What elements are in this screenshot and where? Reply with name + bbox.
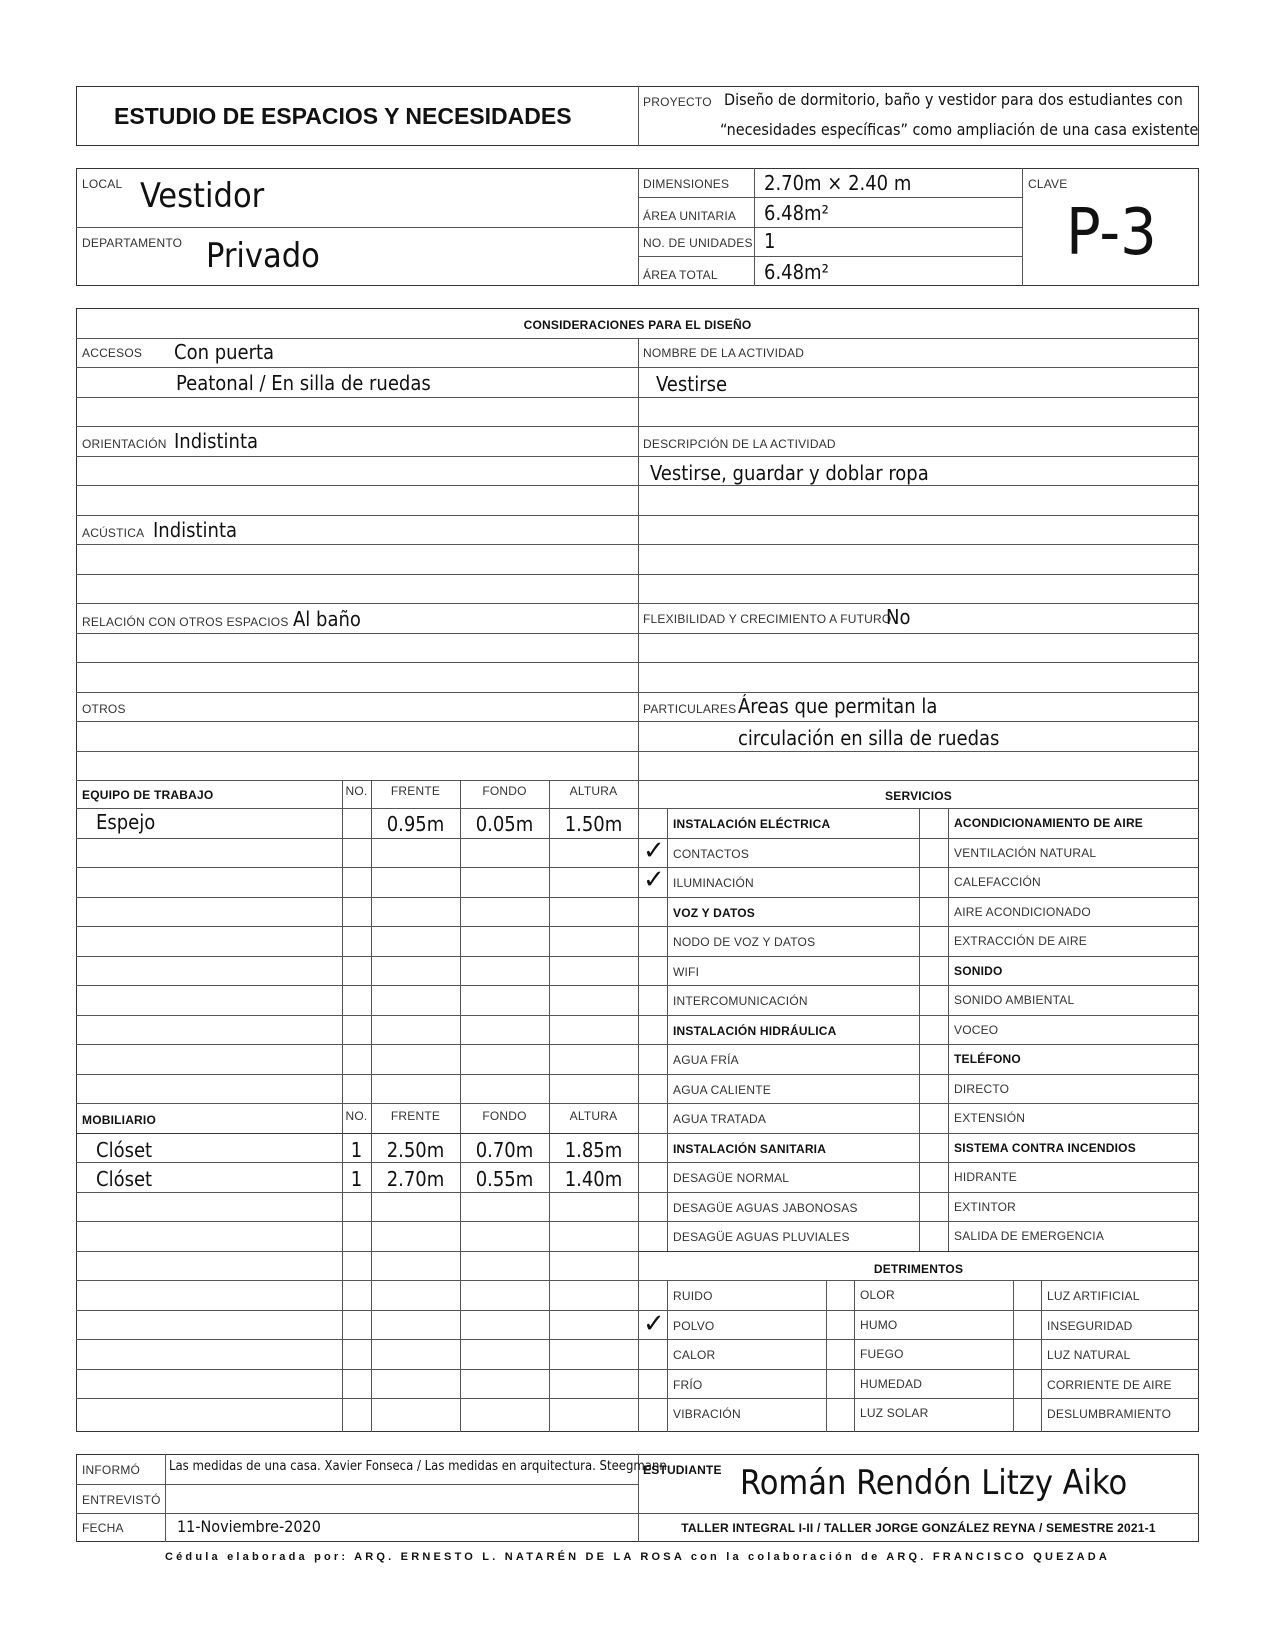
local-value: Vestidor [140,176,265,216]
mobiliario-altura: 1.40m [564,1167,623,1191]
unidades-value: 1 [764,229,776,253]
mobiliario-no: 1 [350,1167,363,1191]
mobiliario-altura: 1.85m [564,1138,623,1162]
servicio-item-label: HIDRANTE [954,1170,1017,1184]
actividad-value: Vestirse [656,372,728,396]
acustica-value: Indistinta [153,518,238,542]
proyecto-line-2: “necesidades específicas” como ampliación de una casa existente [720,120,1199,139]
informo-label: INFORMÓ [82,1463,141,1477]
orientacion-value: Indistinta [174,429,259,453]
detrimento-label: DESLUMBRAMIENTO [1047,1407,1172,1421]
servicio-group-label: INSTALACIÓN HIDRÁULICA [673,1024,837,1038]
particulares-line-1: Áreas que permitan la [738,694,938,718]
mobiliario-fondo: 0.55m [475,1167,534,1191]
equipo-altura: 1.50m [564,812,623,836]
detrimento-checkbox[interactable]: ✓ [643,1309,665,1339]
mobiliario-name: Clóset [96,1138,153,1162]
equipo-col-fondo: FONDO [482,784,527,798]
area-unitaria-value: 6.48m² [764,201,829,225]
mobiliario-frente: 2.70m [386,1167,445,1191]
mobiliario-frente: 2.50m [386,1138,445,1162]
servicio-item-label: SONIDO AMBIENTAL [954,993,1075,1007]
servicio-item-label: SALIDA DE EMERGENCIA [954,1229,1105,1243]
actividad-label: NOMBRE DE LA ACTIVIDAD [643,346,805,360]
detrimento-label: HUMO [860,1318,898,1332]
mobiliario-col-no: NO. [345,1109,368,1123]
equipo-name: Espejo [96,810,156,834]
servicio-item-label: DESAGÜE AGUAS JABONOSAS [673,1201,858,1215]
servicio-item-label: WIFI [673,965,700,979]
clave-value: P-3 [1066,196,1157,270]
dimensiones-value: 2.70m × 2.40 m [764,171,912,195]
mobiliario-title: MOBILIARIO [82,1113,156,1127]
area-unitaria-label: ÁREA UNITARIA [643,209,737,223]
equipo-col-no: NO. [345,784,368,798]
detrimento-label: INSEGURIDAD [1047,1319,1133,1333]
credit-line: Cédula elaborada por: ARQ. ERNESTO L. NATARÉN DE LA ROSA con la colaboración de ARQ. FRANCISCO QUEZADA [164,1551,1111,1563]
particulares-label: PARTICULARES [643,702,737,716]
flexibilidad-value: No [886,605,911,629]
fecha-value: 11-Noviembre-2020 [177,1517,321,1536]
equipo-fondo: 0.05m [475,812,534,836]
servicio-group-label: TELÉFONO [954,1052,1021,1066]
servicio-item-label: DESAGÜE NORMAL [673,1171,790,1185]
servicios-title: SERVICIOS [885,789,952,803]
servicio-group-label: INSTALACIÓN ELÉCTRICA [673,817,831,831]
servicio-group-label: SISTEMA CONTRA INCENDIOS [954,1141,1136,1155]
unidades-label: NO. DE UNIDADES [643,236,753,250]
local-label: LOCAL [82,177,123,191]
servicio-item-label: VENTILACIÓN NATURAL [954,846,1097,860]
servicio-item-label: AIRE ACONDICIONADO [954,905,1091,919]
detrimento-label: LUZ SOLAR [860,1406,929,1420]
area-total-value: 6.48m² [764,260,829,284]
mobiliario-name: Clóset [96,1167,153,1191]
mobiliario-fondo: 0.70m [475,1138,534,1162]
servicio-group-label: INSTALACIÓN SANITARIA [673,1142,827,1156]
servicio-checkbox[interactable]: ✓ [643,865,665,895]
relacion-label: RELACIÓN CON OTROS ESPACIOS [82,615,289,629]
departamento-value: Privado [206,236,320,276]
servicio-item-label: EXTENSIÓN [954,1111,1026,1125]
accesos-line-2: Peatonal / En silla de ruedas [176,371,431,395]
servicio-item-label: EXTRACCIÓN DE AIRE [954,934,1087,948]
relacion-value: Al baño [293,607,361,631]
clave-label: CLAVE [1028,177,1068,191]
servicio-item-label: DESAGÜE AGUAS PLUVIALES [673,1230,850,1244]
detrimento-label: HUMEDAD [860,1377,923,1391]
descripcion-label: DESCRIPCIÓN DE LA ACTIVIDAD [643,437,836,451]
mobiliario-col-frente: FRENTE [390,1109,441,1123]
detrimento-label: POLVO [673,1319,715,1333]
detrimento-label: CORRIENTE DE AIRE [1047,1378,1172,1392]
proyecto-line-1: Diseño de dormitorio, baño y vestidor para dos estudiantes con [724,90,1183,109]
estudiante-value: Román Rendón Litzy Aiko [740,1463,1128,1503]
informo-value: Las medidas de una casa. Xavier Fonseca / Las medidas en arquitectura. Steegmann. [169,1459,671,1474]
mobiliario-col-fondo: FONDO [482,1109,527,1123]
accesos-line-1: Con puerta [174,340,275,364]
servicio-item-label: AGUA FRÍA [673,1053,739,1067]
servicio-group-label: ACONDICIONAMIENTO DE AIRE [954,816,1144,830]
equipo-title: EQUIPO DE TRABAJO [82,788,214,802]
detrimento-label: LUZ NATURAL [1047,1348,1131,1362]
equipo-frente: 0.95m [386,812,445,836]
page-title: ESTUDIO DE ESPACIOS Y NECESIDADES [114,103,572,129]
servicio-checkbox[interactable]: ✓ [643,836,665,866]
otros-label: OTROS [82,702,126,716]
particulares-line-2: circulación en silla de ruedas [738,726,1000,750]
servicio-item-label: EXTINTOR [954,1200,1017,1214]
detrimento-label: CALOR [673,1348,716,1362]
servicio-item-label: AGUA TRATADA [673,1112,767,1126]
equipo-col-altura: ALTURA [569,784,618,798]
accesos-label: ACCESOS [82,346,143,360]
equipo-col-frente: FRENTE [390,784,441,798]
consideraciones-title: CONSIDERACIONES PARA EL DISEÑO [523,318,752,332]
detrimentos-title: DETRIMENTOS [873,1262,964,1276]
entrevisto-label: ENTREVISTÓ [82,1493,161,1507]
fecha-label: FECHA [82,1521,124,1535]
servicio-item-label: CALEFACCIÓN [954,875,1041,889]
detrimento-label: RUIDO [673,1289,713,1303]
detrimento-label: OLOR [860,1288,895,1302]
taller-text: TALLER INTEGRAL I-II / TALLER JORGE GONZÁLEZ REYNA / SEMESTRE 2021-1 [681,1521,1156,1535]
mobiliario-no: 1 [350,1138,363,1162]
detrimento-label: FRÍO [673,1378,703,1392]
area-total-label: ÁREA TOTAL [643,268,718,282]
estudiante-label: ESTUDIANTE [643,1463,722,1477]
dimensiones-label: DIMENSIONES [643,177,730,191]
servicio-item-label: CONTACTOS [673,847,750,861]
acustica-label: ACÚSTICA [82,526,145,540]
proyecto-label: PROYECTO [643,95,712,109]
servicio-item-label: DIRECTO [954,1082,1010,1096]
servicio-item-label: AGUA CALIENTE [673,1083,771,1097]
servicio-item-label: ILUMINACIÓN [673,876,754,890]
detrimento-label: LUZ ARTIFICIAL [1047,1289,1140,1303]
servicio-item-label: VOCEO [954,1023,999,1037]
detrimento-label: FUEGO [860,1347,904,1361]
flexibilidad-label: FLEXIBILIDAD Y CRECIMIENTO A FUTURO [643,612,892,626]
servicio-item-label: NODO DE VOZ Y DATOS [673,935,816,949]
orientacion-label: ORIENTACIÓN [82,437,167,451]
descripcion-value: Vestirse, guardar y doblar ropa [650,461,929,485]
mobiliario-col-altura: ALTURA [569,1109,618,1123]
detrimento-label: VIBRACIÓN [673,1407,741,1421]
servicio-item-label: INTERCOMUNICACIÓN [673,994,808,1008]
servicio-group-label: SONIDO [954,964,1003,978]
servicio-group-label: VOZ Y DATOS [673,906,755,920]
departamento-label: DEPARTAMENTO [82,236,183,250]
